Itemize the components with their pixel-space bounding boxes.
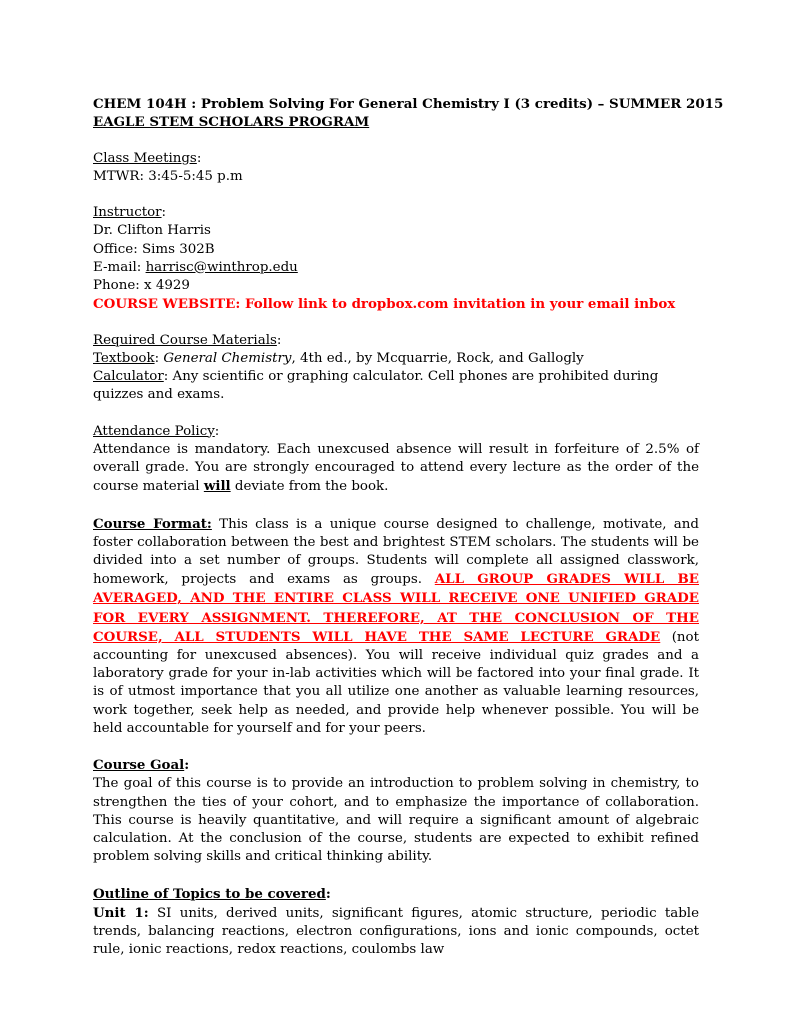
unit-1-label: Unit 1:	[93, 904, 149, 921]
instructor-email-line	[93, 259, 699, 277]
email-link[interactable]: harrisc@winthrop.edu	[145, 259, 298, 275]
program-title: EAGLE STEM SCHOLARS PROGRAM	[93, 114, 370, 131]
materials-heading-text: Required Course Materials	[93, 332, 277, 348]
unit-1-paragraph	[93, 904, 699, 960]
grading-emphasis: ALL GROUP GRADES WILL BE AVERAGED, AND THE ENTIRE CLASS WILL RECEIVE ONE UNIFIED GRADE FOR EVERY ASSIGNMENT. THEREFORE, AT THE CONCLUSION OF THE COURSE, ALL STUDENTS WILL HAVE THE SAME LECTURE GRADE	[93, 571, 699, 645]
attendance-paragraph	[93, 441, 699, 497]
calculator-label: Calculator	[93, 369, 164, 384]
email-label: E-mail:	[93, 259, 146, 275]
spacer	[93, 496, 699, 514]
course-format-text-end: (not accounting for unexcused absences). You will receive individual quiz grades and a laboratory grade for your in-lab activities which will be factored into your final grade. It is of utmost importance that you all utilize one another as valuable learning resources, work together, seek help as needed, and provide help whenever possible. You will be held accountable for yourself and for your peers.	[93, 629, 699, 736]
course-format-heading: Course Format:	[93, 515, 212, 532]
spacer	[93, 131, 699, 149]
topics-heading-text: Outline of Topics to be covered	[93, 885, 326, 902]
materials-heading: Required Course Materials:	[93, 332, 282, 348]
spacer	[93, 186, 699, 204]
attendance-text-end: deviate from the book.	[230, 479, 389, 495]
textbook-title: General Chemistry	[163, 350, 292, 366]
textbook-label: Textbook	[93, 350, 155, 366]
course-goal-heading: Course Goal:	[93, 757, 190, 774]
course-goal-heading-text: Course Goal	[93, 757, 185, 774]
instructor-heading-text: Instructor	[93, 205, 162, 221]
unit-1-text: SI units, derived units, significant figures, atomic structure, periodic table trends, balancing reactions, electron configurations, ions and ionic compounds, octet rule, ionic reactions, redox reactions, coulombs law	[93, 905, 700, 958]
topics-heading: Outline of Topics to be covered:	[93, 885, 331, 902]
calculator-line	[93, 368, 699, 404]
textbook-line: Textbook: General Chemistry, 4th ed., by Mcquarrie, Rock, and Gallogly	[93, 350, 584, 366]
class-meetings-schedule: MTWR: 3:45-5:45 p.m	[93, 168, 243, 184]
spacer	[93, 404, 699, 422]
course-goal-paragraph: The goal of this course is to provide an introduction to problem solving in chemistry, to strengthen the ties of your cohort, and to emphasize the importance of collaboration. This course is heavily quantitative, and will require a significant amount of algebraic calculation. At the conclusion of the course, students are expected to exhibit refined problem solving skills and critical thinking ability.	[93, 776, 699, 865]
course-format-text: This class is a unique course designed to challenge, motivate, and foster collaboration between the best and brightest STEM scholars. The students will be divided into a set number of groups. Students will complete all assigned classwork, homework, projects and exams as groups.	[93, 516, 699, 588]
course-format-paragraph	[93, 515, 699, 738]
instructor-phone: Phone: x 4929	[93, 278, 190, 293]
textbook-details: , 4th ed., by Mcquarrie, Rock, and Gallogly	[291, 350, 584, 366]
instructor-name: Dr. Clifton Harris	[93, 223, 211, 239]
attendance-heading: Attendance Policy:	[93, 423, 220, 439]
attendance-emphasis: will	[203, 478, 231, 495]
attendance-heading-text: Attendance Policy	[93, 423, 215, 439]
course-website-notice: COURSE WEBSITE: Follow link to dropbox.com invitation in your email inbox	[93, 296, 676, 313]
instructor-heading: Instructor:	[93, 205, 167, 221]
attendance-text: Attendance is mandatory. Each unexcused absence will result in forfeiture of 2.5% of overall grade. You are strongly encouraged to attend every lecture as the order of the course material	[93, 441, 699, 495]
syllabus-page	[93, 95, 724, 959]
spacer	[93, 866, 699, 884]
calculator-text: : Any scientific or graphing calculator. Cell phones are prohibited during quizzes and exams.	[93, 369, 659, 403]
class-meetings-heading-text: Class Meetings	[93, 150, 197, 166]
spacer	[93, 313, 699, 331]
course-title: CHEM 104H : Problem Solving For General Chemistry I (3 credits) – SUMMER 2015	[93, 96, 724, 112]
instructor-office: Office: Sims 302B	[93, 241, 215, 257]
spacer	[93, 738, 699, 756]
class-meetings-heading: Class Meetings:	[93, 150, 202, 166]
